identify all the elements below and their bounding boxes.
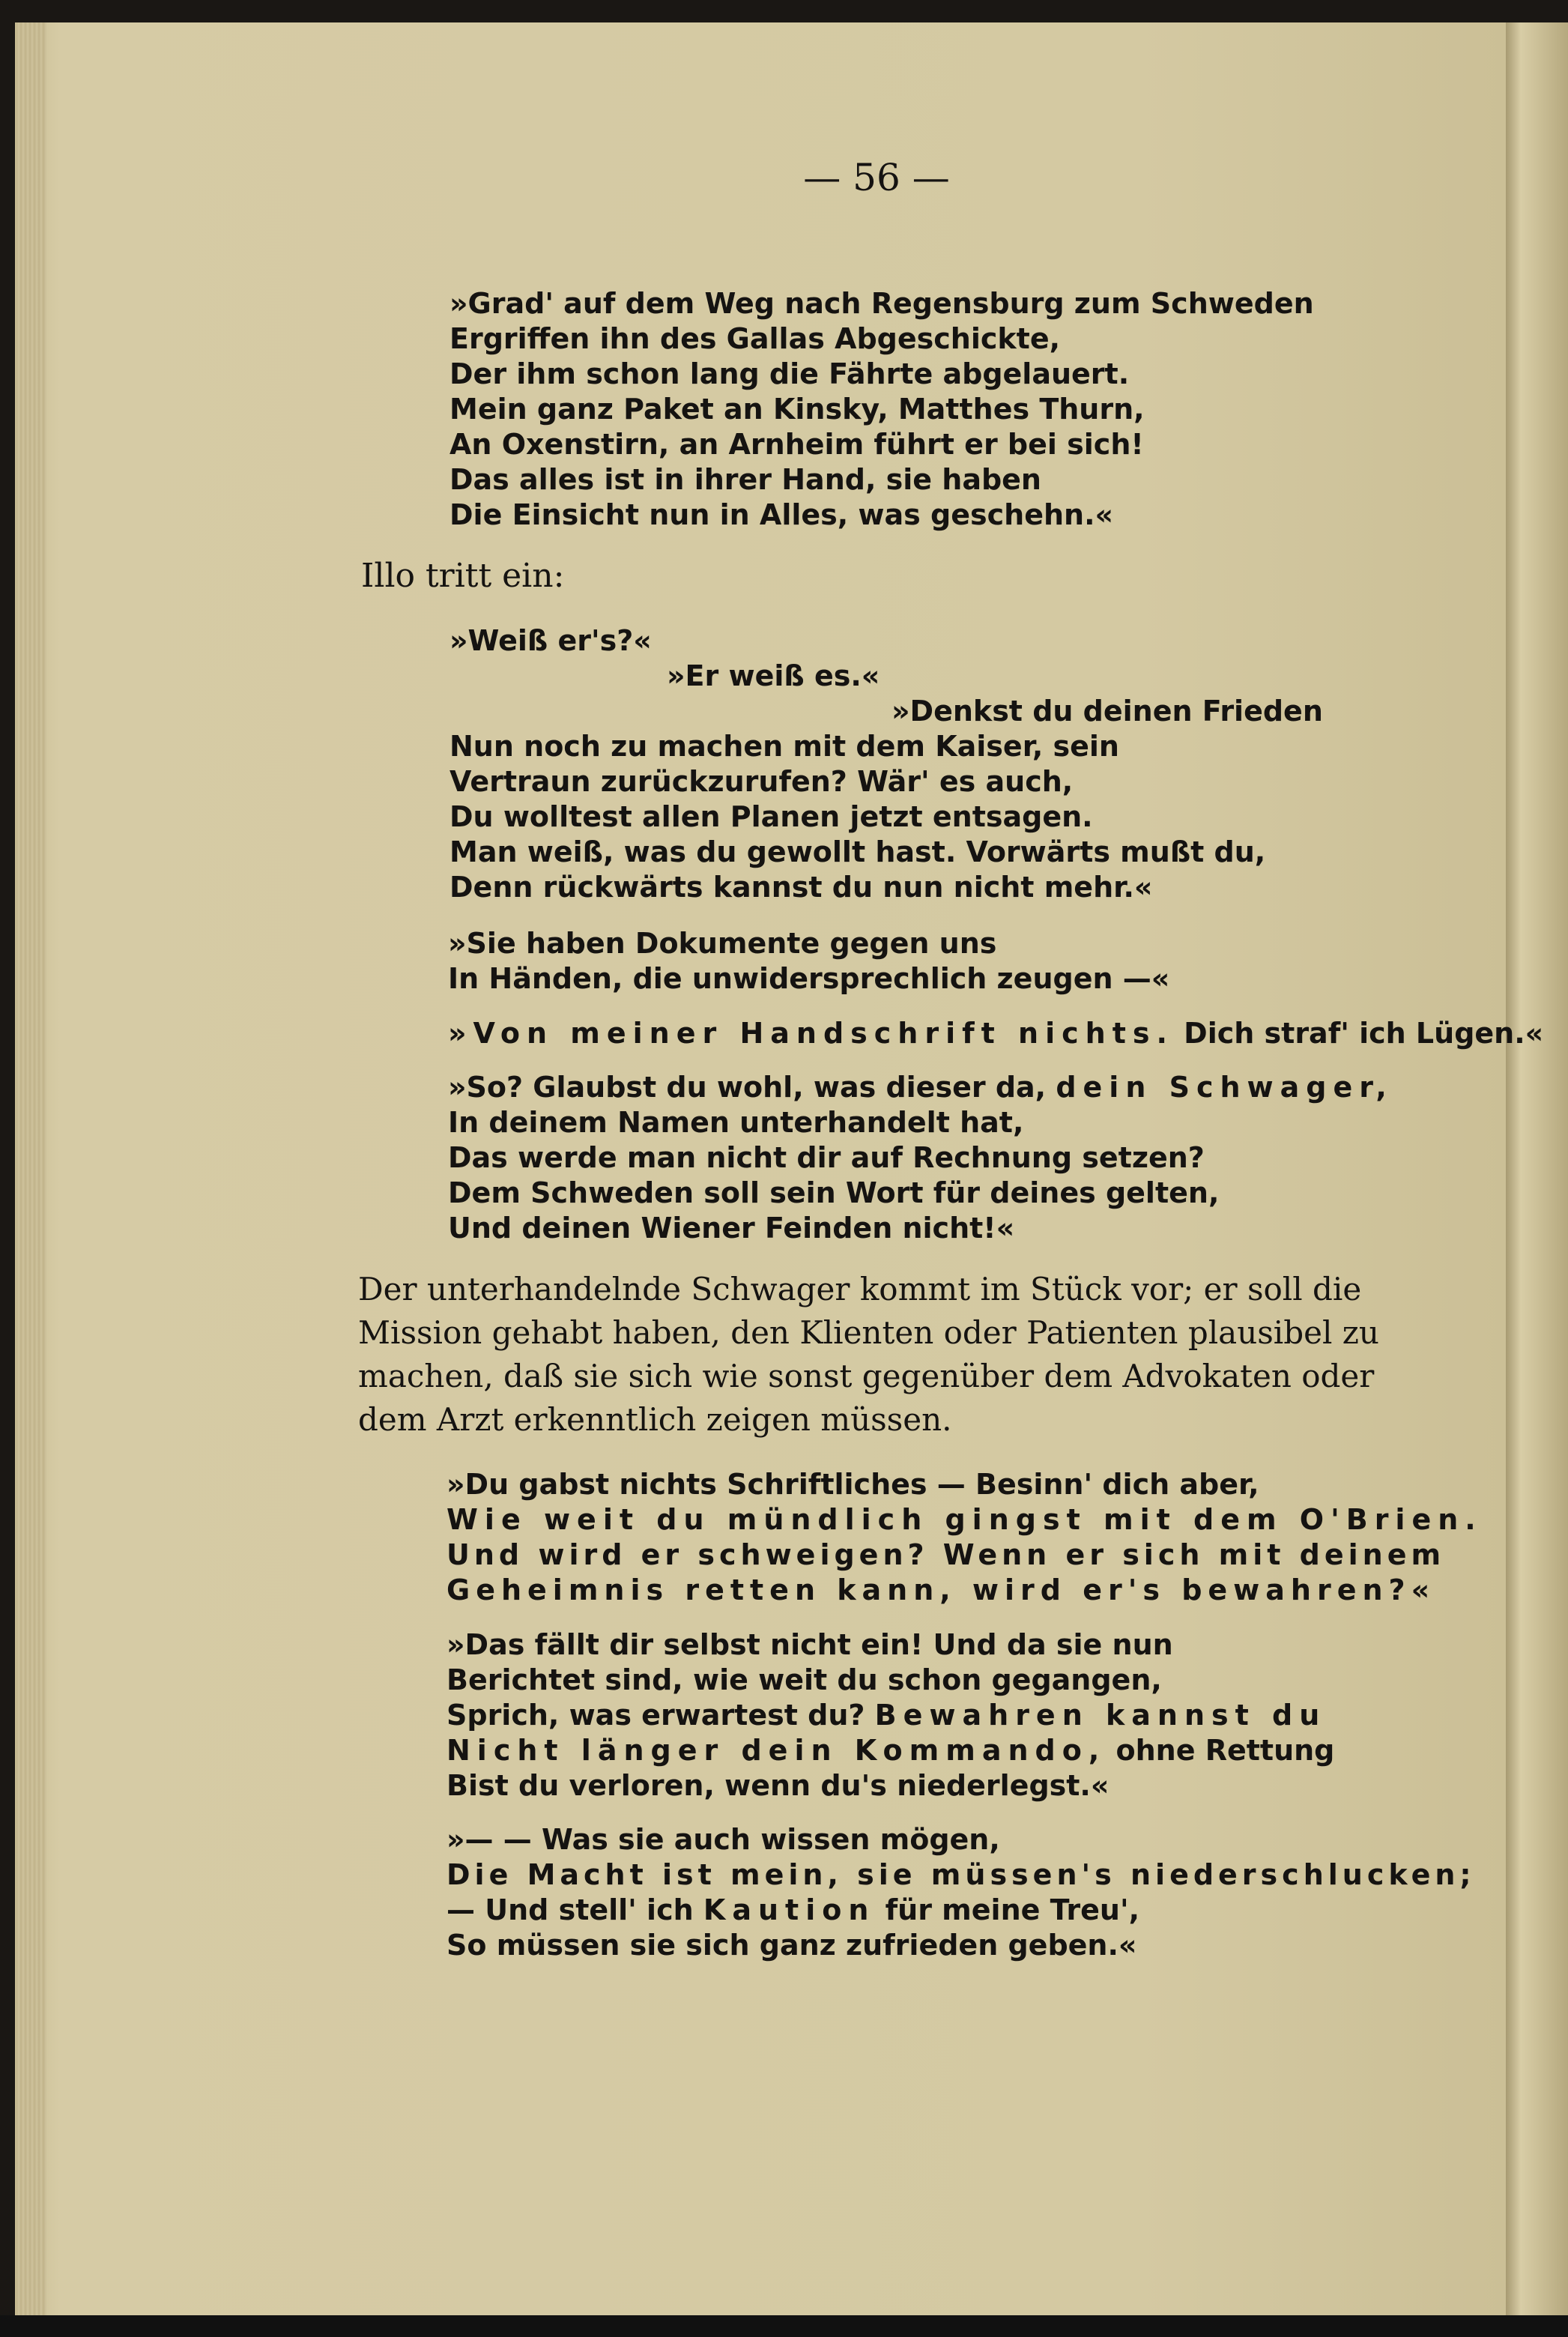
verse-line: Das werde man nicht dir auf Rechnung setzen? xyxy=(448,1141,1205,1174)
verse-line: Man weiß, was du gewollt hast. Vorwärts mußt du, xyxy=(449,835,1266,868)
verse-line xyxy=(448,1016,1543,1050)
verse-line: Der ihm schon lang die Fährte abgelauert. xyxy=(449,357,1130,390)
verse-text: Sprich, was erwartest du? xyxy=(447,1699,865,1732)
verse-line: In Händen, die unwidersprechlich zeugen —« xyxy=(448,962,1170,995)
verse-line: »Grad' auf dem Weg nach Regensburg zum Schweden xyxy=(449,287,1314,320)
verse-text: Dich straf' ich Lügen.« xyxy=(1184,1017,1544,1050)
verse-line: Nun noch zu machen mit dem Kaiser, sein xyxy=(449,730,1119,763)
verse-line: Vertraun zurückzurufen? Wär' es auch, xyxy=(449,765,1074,798)
verse-line: »— — Was sie auch wissen mögen, xyxy=(447,1823,1000,1856)
spaced-emphasis: Bewahren kannst du xyxy=(874,1699,1327,1732)
verse-line: Geheimnis retten kann, wird er's bewahren?« xyxy=(447,1573,1436,1606)
verse-line: »Das fällt dir selbst nicht ein! Und da sie nun xyxy=(447,1628,1173,1661)
verse-line xyxy=(448,1070,1393,1104)
verse-line: Wie weit du mündlich gingst mit dem O'Brien. xyxy=(447,1503,1483,1536)
spaced-emphasis: Kaution xyxy=(703,1893,876,1926)
verse-line xyxy=(447,1698,1326,1732)
prose-line: dem Arzt erkenntlich zeigen müssen. xyxy=(358,1401,952,1438)
verse-text: »So? Glaubst du wohl, was dieser da, xyxy=(448,1071,1047,1104)
verse-text: ohne Rettung xyxy=(1116,1734,1335,1767)
verse-line: »Weiß er's?« xyxy=(449,624,652,657)
verse-line: So müssen sie sich ganz zufrieden geben.« xyxy=(447,1929,1137,1962)
spaced-emphasis: Nicht länger dein Kommando, xyxy=(447,1734,1107,1767)
verse-line: »Denkst du deinen Frieden xyxy=(892,695,1323,728)
verse-line: Und deinen Wiener Feinden nicht!« xyxy=(448,1212,1015,1245)
verse-line: »Sie haben Dokumente gegen uns xyxy=(448,927,997,960)
verse-line: Denn rückwärts kannst du nun nicht mehr.« xyxy=(449,871,1153,904)
verse-line: Die Einsicht nun in Alles, was geschehn.« xyxy=(449,498,1114,531)
verse-line: »Du gabst nichts Schriftliches — Besinn' dich aber, xyxy=(447,1468,1259,1501)
verse-line: Ergriffen ihn des Gallas Abgeschickte, xyxy=(449,322,1061,355)
verse-line xyxy=(447,1893,1139,1927)
prose-line: Mission gehabt haben, den Klienten oder Patienten plausibel zu xyxy=(358,1314,1379,1351)
verse-text: — Und stell' ich xyxy=(447,1893,694,1926)
verse-line: Du wolltest allen Planen jetzt entsagen. xyxy=(449,800,1093,833)
verse-line: Bist du verloren, wenn du's niederlegst.« xyxy=(447,1769,1110,1802)
page-number: — 56 — xyxy=(803,156,950,199)
spaced-emphasis: »Von meiner Handschrift nichts. xyxy=(448,1017,1174,1050)
spaced-emphasis: dein Schwager, xyxy=(1056,1071,1393,1104)
verse-line xyxy=(447,1733,1334,1768)
prose-line: machen, daß sie sich wie sonst gegenüber dem Advokaten oder xyxy=(358,1358,1375,1394)
prose-line: Der unterhandelnde Schwager kommt im Stück vor; er soll die xyxy=(358,1271,1362,1307)
verse-line: Die Macht ist mein, sie müssen's niederschlucken; xyxy=(447,1858,1476,1891)
verse-line: Und wird er schweigen? Wenn er sich mit deinem xyxy=(447,1538,1446,1571)
verse-line: In deinem Namen unterhandelt hat, xyxy=(448,1106,1024,1139)
verse-line: Mein ganz Paket an Kinsky, Matthes Thurn, xyxy=(449,393,1145,426)
verse-line: An Oxenstirn, an Arnheim führt er bei sich! xyxy=(449,428,1144,461)
verse-line: Das alles ist in ihrer Hand, sie haben xyxy=(449,463,1041,496)
verse-line: Dem Schweden soll sein Wort für deines gelten, xyxy=(448,1176,1220,1209)
verse-text: für meine Treu', xyxy=(885,1893,1140,1926)
verse-line: »Er weiß es.« xyxy=(667,659,880,692)
stage-direction: Illo tritt ein: xyxy=(361,557,565,595)
verse-line: Berichtet sind, wie weit du schon gegangen, xyxy=(447,1663,1162,1696)
